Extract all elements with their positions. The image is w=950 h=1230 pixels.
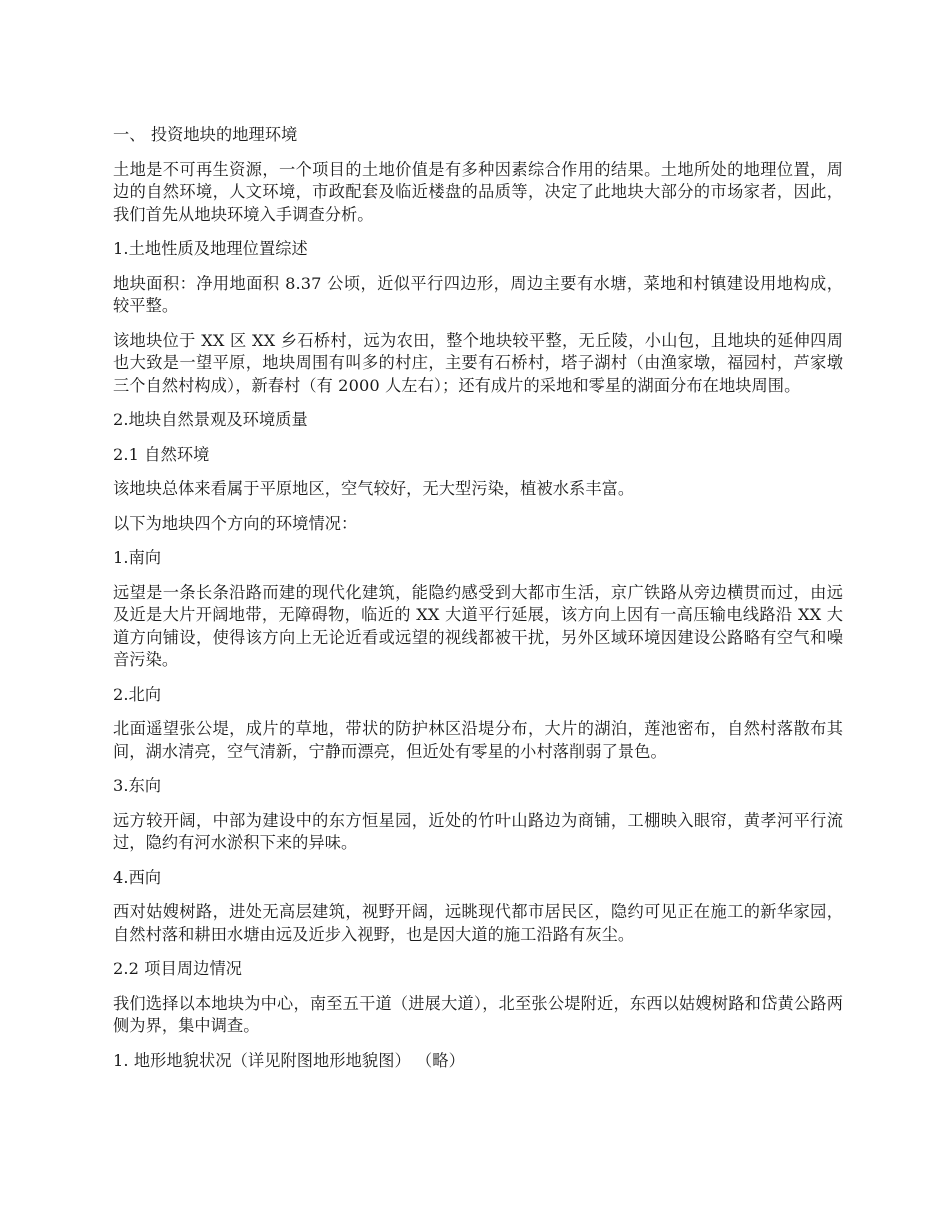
- nature-paragraph: 该地块总体来看属于平原地区，空气较好，无大型污染，植被水系丰富。: [113, 479, 635, 498]
- heading-natural-environment: 2.1 自然环境: [113, 444, 210, 464]
- terrain-item: 1. 地形地貌状况（详见附图地形地貌图） （略）: [113, 1050, 465, 1070]
- heading-landscape: 2.地块自然景观及环境质量: [113, 410, 308, 429]
- heading-land-nature: 1.土地性质及地理位置综述: [113, 239, 308, 258]
- intro-paragraph: 土地是不可再生资源，一个项目的土地价值是有多种因素综合作用的结果。土地所处的地理位置，周边的自然环境，人文环境，市政配套及临近楼盘的品质等，决定了此地块大部分的市场家者，因此，我们首先从地块环境入手调查分析。: [113, 159, 843, 224]
- location-paragraph: 该地块位于 XX 区 XX 乡石桥村，远为农田，整个地块较平整，无丘陵，小山包，且地块的延伸四周也大致是一望平原，地块周围有叫多的村庄，主要有石桥村，塔子湖村（由渔家墩，福园村，芦家墩三个自然村构成），新春村（有 2000 人左右）；还有成片的采地和零星的湖面分布在地块周围。: [113, 330, 843, 395]
- section-title: 一、 投资地块的地理环境: [113, 125, 298, 144]
- south-paragraph: 远望是一条长条沿路而建的现代化建筑，能隐约感受到大都市生活，京广铁路从旁边横贯而过，由远及近是大片开阔地带，无障碍物，临近的 XX 大道平行延展，该方向上因有一高压输电线路沿 XX 大道方向铺设，使得该方向上无论近看或远望的视线都被干扰，另外区域环境因建设公路略有空气和噪音污染。: [113, 582, 843, 669]
- document-page: [113, 124, 843, 1072]
- area-paragraph: 地块面积：净用地面积 8.37 公顷，近似平行四边形，周边主要有水塘，菜地和村镇建设用地构成，较平整。: [113, 273, 843, 315]
- heading-surroundings: 2.2 项目周边情况: [113, 959, 243, 978]
- heading-south: 1.南向: [113, 548, 162, 567]
- north-paragraph: 北面遥望张公堤，成片的草地，带状的防护林区沿堤分布，大片的湖泊，莲池密布，自然村落散布其间，湖水清亮，空气清新，宁静而漂亮，但近处有零星的小村落削弱了景色。: [113, 719, 843, 761]
- directions-intro: 以下为地块四个方向的环境情况：: [113, 513, 358, 533]
- east-paragraph: 远方较开阔，中部为建设中的东方恒星园，近处的竹叶山路边为商铺，工棚映入眼帘，黄孝河平行流过，隐约有河水淤积下来的异味。: [113, 810, 843, 852]
- heading-west: 4.西向: [113, 867, 162, 887]
- heading-east: 3.东向: [113, 776, 162, 795]
- survey-paragraph: 我们选择以本地块为中心，南至五干道（进展大道），北至张公堤附近，东西以姑嫂树路和岱黄公路两侧为界，集中调查。: [113, 993, 843, 1035]
- west-paragraph: 西对姑嫂树路，进处无高层建筑，视野开阔，远眺现代都市居民区，隐约可见正在施工的新华家园，自然村落和耕田水塘由远及近步入视野，也是因大道的施工沿路有灰尘。: [113, 902, 843, 944]
- heading-north: 2.北向: [113, 684, 162, 704]
